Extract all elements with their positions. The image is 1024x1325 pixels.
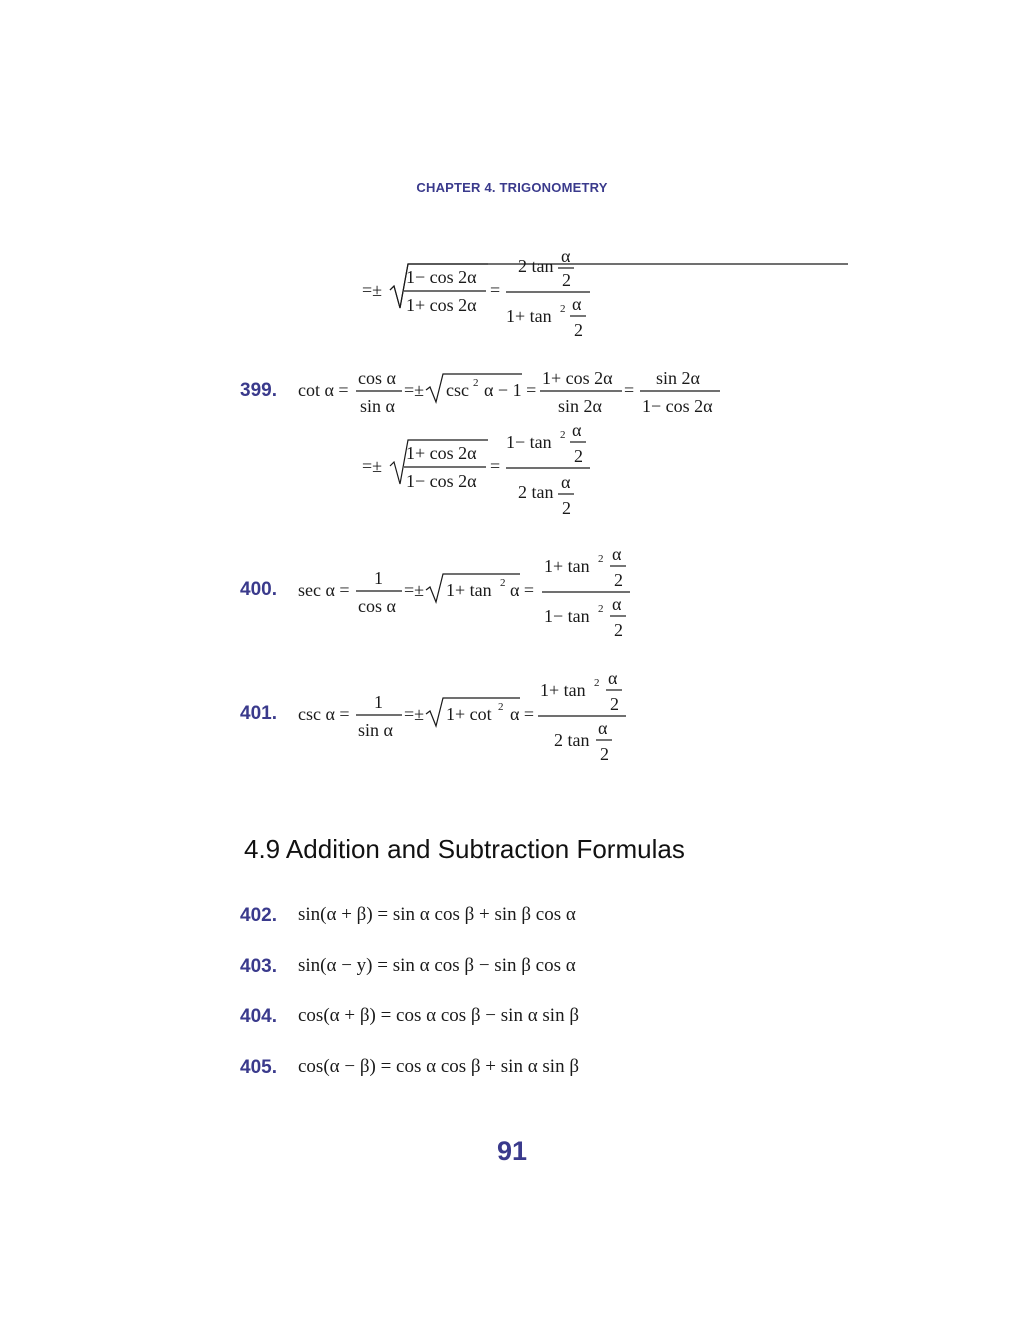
svg-text:α =: α = [510,580,535,600]
formula-number: 400. [240,579,277,600]
svg-text:2 tan: 2 tan [518,482,554,502]
svg-text:α: α [561,472,571,492]
svg-text:1− tan: 1− tan [544,606,590,626]
svg-text:2: 2 [594,677,600,689]
svg-text:sec α =: sec α = [298,580,350,600]
svg-text:cot α =: cot α = [298,380,349,400]
svg-text:2: 2 [574,446,583,466]
svg-text:cos α: cos α [358,596,396,616]
svg-text:2: 2 [562,498,571,518]
svg-text:1: 1 [374,692,383,712]
svg-text:2: 2 [598,553,604,565]
svg-text:2 tan: 2 tan [518,256,554,276]
svg-text:α: α [612,594,622,614]
svg-text:sin α: sin α [358,720,393,740]
svg-text:2: 2 [614,620,623,640]
formula-401 [298,666,638,766]
svg-text:=: = [624,380,635,400]
svg-text:1− cos 2α: 1− cos 2α [642,396,713,416]
svg-text:=: = [490,280,501,300]
svg-text:2: 2 [560,429,566,441]
svg-text:2: 2 [498,701,504,713]
svg-text:2: 2 [473,377,479,389]
svg-text:2: 2 [600,744,609,764]
svg-text:cos α: cos α [358,368,396,388]
svg-text:1− cos 2α: 1− cos 2α [406,471,477,491]
svg-text:=±: =± [404,380,425,400]
formula-number: 399. [240,380,277,401]
svg-text:sin 2α: sin 2α [656,368,700,388]
svg-text:sin α: sin α [360,396,395,416]
svg-text:2: 2 [500,577,506,589]
svg-text:1+ cos 2α: 1+ cos 2α [406,443,477,463]
svg-text:2: 2 [574,320,583,340]
running-header: CHAPTER 4. TRIGONOMETRY [416,180,608,195]
svg-text:2: 2 [614,570,623,590]
formula-text: cos(α + β) = cos α cos β − sin α sin β [298,1005,579,1026]
svg-text:=±: =± [362,456,383,476]
svg-text:1+ cos 2α: 1+ cos 2α [542,368,613,388]
svg-text:2 tan: 2 tan [554,730,590,750]
svg-text:2: 2 [560,303,566,315]
svg-text:α: α [561,246,571,266]
svg-text:α: α [608,668,618,688]
formula-number: 405. [240,1057,277,1078]
formula-number: 404. [240,1006,277,1027]
svg-text:=±: =± [404,704,425,724]
svg-text:2: 2 [610,694,619,714]
formula-text: sin(α + β) = sin α cos β + sin β cos α [298,904,576,925]
svg-text:α − 1 =: α − 1 = [484,380,537,400]
svg-text:2: 2 [562,270,571,290]
svg-text:1+ tan: 1+ tan [506,306,552,326]
svg-text:2: 2 [598,603,604,615]
section-heading: 4.9 Addition and Subtraction Formulas [244,834,685,864]
svg-text:1− tan: 1− tan [506,432,552,452]
formula-398-continuation [360,246,600,346]
svg-text:α: α [572,294,582,314]
svg-text:α: α [612,544,622,564]
svg-text:1− cos 2α: 1− cos 2α [406,267,477,287]
formula-399-line1 [298,366,728,426]
svg-text:csc: csc [446,380,469,400]
formula-text: cos(α − β) = cos α cos β + sin α sin β [298,1056,579,1077]
svg-text:=: = [490,456,501,476]
svg-text:α: α [598,718,608,738]
svg-text:sin 2α: sin 2α [558,396,602,416]
svg-text:1+ cos 2α: 1+ cos 2α [406,295,477,315]
svg-text:α: α [572,420,582,440]
svg-text:1+ tan: 1+ tan [540,680,586,700]
formula-number: 403. [240,956,277,977]
formula-text: sin(α − y) = sin α cos β − sin β cos α [298,955,576,976]
svg-text:1+ tan: 1+ tan [544,556,590,576]
formula-400 [298,542,638,642]
svg-text:=±: =± [362,280,383,300]
page-number: 91 [496,1136,528,1166]
svg-text:1+ cot: 1+ cot [446,704,492,724]
svg-text:1: 1 [374,568,383,588]
formula-number: 402. [240,905,277,926]
formula-399-line2 [360,422,600,522]
formula-number: 401. [240,703,277,724]
svg-text:csc α =: csc α = [298,704,350,724]
svg-text:α =: α = [510,704,535,724]
svg-text:=±: =± [404,580,425,600]
svg-text:1+ tan: 1+ tan [446,580,492,600]
